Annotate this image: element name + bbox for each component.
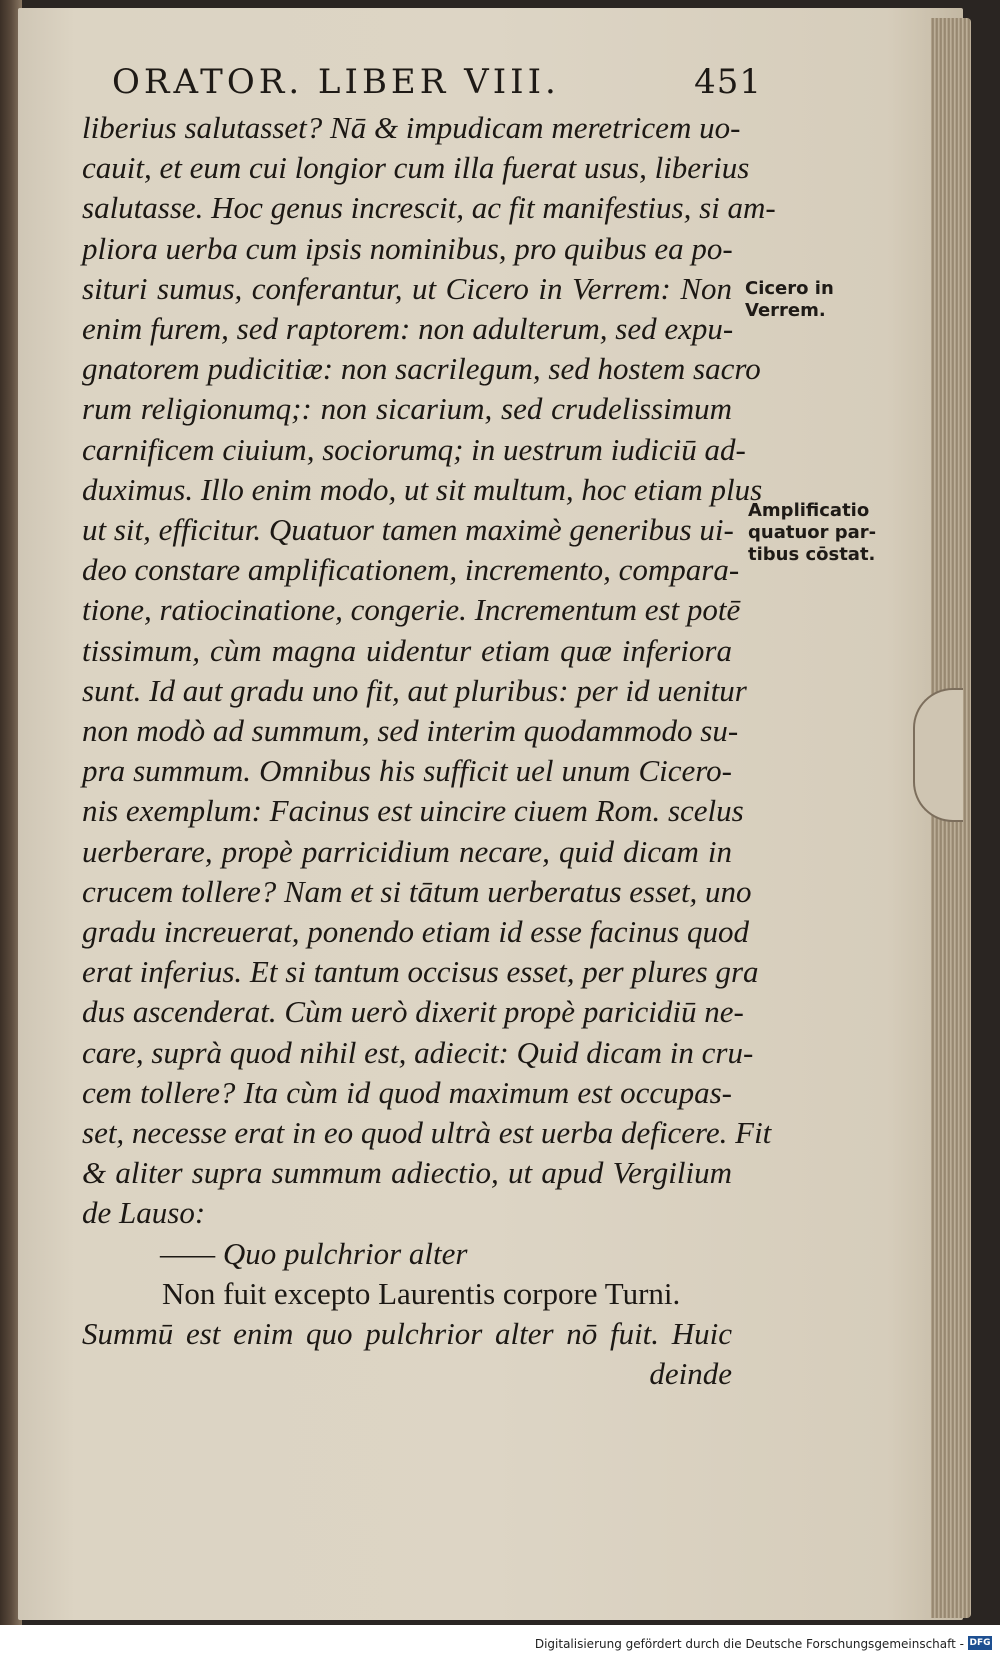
text-line: cem tollere? Ita cùm id quod maximum est occupas-	[82, 1074, 732, 1110]
text-line: dus ascenderat. Cùm uerò dixerit propè paricidiū ne-	[82, 994, 744, 1030]
text-line: liberius salutasset? Nā & impudicam meretricem uo-	[82, 110, 741, 145]
text-line: salutasse. Hoc genus increscit, ac fit manifestius, si am-	[82, 190, 776, 226]
text-line: carnificem ciuium, sociorumq; in uestrum iudiciū ad-	[82, 431, 746, 467]
main-text	[82, 108, 776, 1395]
marginal-line: Amplificatio	[748, 500, 870, 521]
page-number: 451	[694, 62, 762, 102]
text-line: gnatorem pudicitiæ: non sacrilegum, sed hostem sacro	[82, 351, 761, 387]
marginal-line: tibus cōstat.	[748, 544, 876, 565]
text-line: de Lauso:	[82, 1195, 206, 1231]
marginal-line: Verrem.	[745, 300, 826, 321]
text-line: enim furem, sed raptorem: non adulterum, sed expu-	[82, 311, 734, 347]
text-line: sunt. Id aut gradu uno fit, aut pluribus: per id uenitur	[82, 672, 747, 708]
book-clasp	[913, 688, 963, 822]
dfg-logo: DFG	[969, 1638, 991, 1648]
text-line: Summū est enim quo pulchrior alter nō fuit. Huic	[82, 1316, 732, 1352]
text-line: tissimum, cùm magna uidentur etiam quæ inferiora	[82, 632, 732, 668]
text-line: tione, ratiocinatione, congerie. Incrementum est potē	[82, 592, 741, 628]
text-line: care, suprà quod nihil est, adiecit: Quid dicam in cru-	[82, 1034, 754, 1070]
text-line: set, necesse erat in eo quod ultrà est uerba deficere. Fit	[82, 1115, 772, 1151]
marginal-note-cicero	[745, 278, 865, 322]
verse-line: —— Quo pulchrior alter	[160, 1235, 468, 1271]
footer-bar	[0, 1625, 1000, 1667]
marginal-line: Cicero in	[745, 278, 834, 299]
text-line: crucem tollere? Nam et si tātum uerberatus esset, uno	[82, 873, 752, 909]
verse-line: Non fuit excepto Laurentis corpore Turni.	[162, 1275, 681, 1311]
running-head	[112, 62, 762, 102]
text-line: cauit, et eum cui longior cum illa fuerat usus, liberius	[82, 150, 750, 186]
running-head-title: ORATOR. LIBER VIII.	[112, 62, 560, 102]
text-line: non modò ad summum, sed interim quodammodo su-	[82, 713, 739, 749]
text-line: uerberare, propè parricidium necare, quid dicam in	[82, 833, 732, 869]
text-line: pliora uerba cum ipsis nominibus, pro quibus ea po-	[82, 230, 733, 266]
text-line: nis exemplum: Facinus est uincire ciuem Rom. scelus	[82, 793, 744, 829]
text-line: duximus. Illo enim modo, ut sit multum, hoc etiam plus	[82, 471, 763, 507]
text-line: ut sit, efficitur. Quatuor tamen maximè generibus ui-	[82, 512, 734, 548]
text-line: erat inferius. Et si tantum occisus esset, per plures gra	[82, 954, 759, 990]
marginal-note-amplificatio	[748, 500, 898, 566]
text-line: pra summum. Omnibus his sufficit uel unum Cicero-	[82, 753, 732, 789]
text-line: & aliter supra summum adiectio, ut apud Vergilium	[82, 1155, 732, 1191]
text-line: gradu increuerat, ponendo etiam id esse facinus quod	[82, 914, 749, 950]
text-line: situri sumus, conferantur, ut Cicero in Verrem: Non	[82, 270, 732, 306]
catchword: deinde	[649, 1356, 732, 1392]
footer-credit: Digitalisierung gefördert durch die Deutsche Forschungsgemeinschaft -	[534, 1637, 964, 1651]
text-line: deo constare amplificationem, incremento, compara-	[82, 552, 740, 588]
marginal-line: quatuor par-	[748, 522, 877, 543]
text-line: rum religionumq;: non sicarium, sed crudelissimum	[82, 391, 732, 427]
